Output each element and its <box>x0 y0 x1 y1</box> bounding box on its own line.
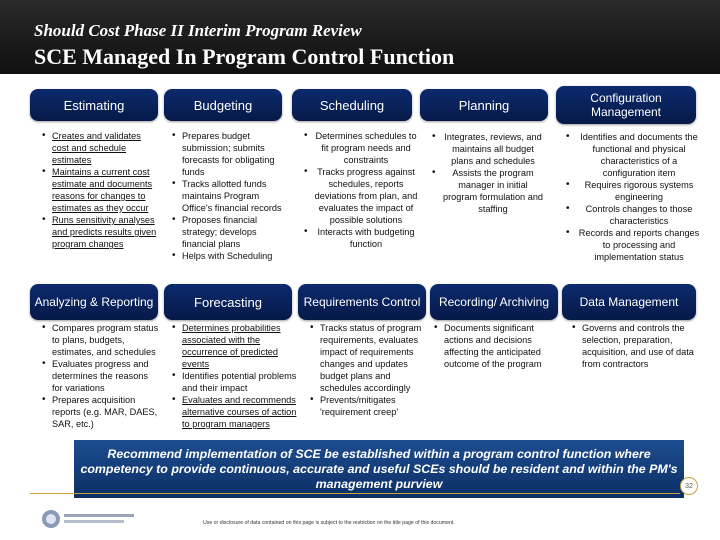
list-item: • Compares program status to plans, budgets, estimates, and schedules <box>52 322 160 358</box>
budgeting-header <box>164 89 282 121</box>
scheduling-list <box>304 130 418 250</box>
company-logo <box>40 508 140 530</box>
list-item: • Determines schedules to fit program needs and constraints <box>314 130 418 166</box>
title-bar <box>0 0 720 74</box>
planning-title: Planning <box>458 97 510 113</box>
estimating-header <box>30 89 158 121</box>
analyzing-reporting-title: Analyzing & Reporting <box>34 295 154 309</box>
list-item: • Evaluates and recommends alternative courses of action to program managers <box>182 394 298 430</box>
planning-header <box>420 89 548 121</box>
forecasting-title: Forecasting <box>194 294 262 310</box>
slide-subtitle: Should Cost Phase II Interim Program Review <box>34 21 362 40</box>
forecasting-header <box>164 284 292 320</box>
requirements-control-title: Requirements Control <box>303 295 421 309</box>
list-item: • Records and reports changes to processing and implementation status <box>576 227 702 263</box>
list-item: • Tracks allotted funds maintains Program Office's financial records <box>182 178 290 214</box>
data-management-header <box>562 284 696 320</box>
recommendation-text: Recommend implementation of SCE be established within a program control function where competency to provide continuous, accurate and useful SCEs should be resident and within the PM's management purview <box>80 446 678 491</box>
estimating-title: Estimating <box>63 97 125 113</box>
configuration-management-list <box>566 131 702 263</box>
recording-archiving-list <box>434 322 550 370</box>
list-item: • Tracks progress against schedules, reports deviations from plan, and evaluates the impact of possible solutions <box>314 166 418 226</box>
list-item: • Interacts with budgeting function <box>314 226 418 250</box>
disclaimer-text: Use or disclosure of data contained on this page is subject to the restriction on the title page of this document. <box>203 520 455 526</box>
list-item: • Controls changes to those characteristics <box>576 203 702 227</box>
list-item: • Creates and validates cost and schedule estimates <box>52 130 160 166</box>
list-item: • Prevents/mitigates 'requirement creep' <box>320 394 424 418</box>
estimating-list <box>42 130 160 250</box>
recording-archiving-header <box>430 284 558 320</box>
list-item: • Governs and controls the selection, preparation, acquisition, and use of data from contractors <box>582 322 698 370</box>
list-item: • Identifies and documents the functional and physical characteristics of a configuration item <box>576 131 702 179</box>
list-item: • Maintains a current cost estimate and documents reasons for changes to estimates as they occur <box>52 166 160 214</box>
list-item: • Prepares acquisition reports (e.g. MAR, DAES, SAR, etc.) <box>52 394 160 430</box>
list-item: • Assists the program manager in initial program formulation and staffing <box>442 167 544 215</box>
list-item: • Runs sensitivity analyses and predicts results given program changes <box>52 214 160 250</box>
scheduling-header <box>292 89 412 121</box>
list-item: • Helps with Scheduling <box>182 250 290 262</box>
list-item: • Prepares budget submission; submits forecasts for obligating funds <box>182 130 290 178</box>
list-item: • Documents significant actions and decisions affecting the anticipated outcome of the program <box>444 322 550 370</box>
budgeting-title: Budgeting <box>193 97 253 113</box>
list-item: • Determines probabilities associated with the occurrence of predicted events <box>182 322 298 370</box>
list-item: • Identifies potential problems and their impact <box>182 370 298 394</box>
analyzing-reporting-list <box>42 322 160 430</box>
requirements-control-header <box>298 284 426 320</box>
recommendation-banner <box>74 440 684 498</box>
list-item: • Tracks status of program requirements, evaluates impact of requirements changes and updates budget plans and schedules accordingly <box>320 322 424 394</box>
analyzing-reporting-header <box>30 284 158 320</box>
requirements-control-list <box>310 322 424 418</box>
forecasting-list <box>172 322 298 430</box>
page-number: 32 <box>680 477 698 495</box>
footer-divider <box>30 493 680 494</box>
scheduling-title: Scheduling <box>319 97 385 113</box>
slide-title: SCE Managed In Program Control Function <box>34 44 455 69</box>
list-item: • Evaluates progress and determines the reasons for variations <box>52 358 160 394</box>
list-item: • Proposes financial strategy; develops financial plans <box>182 214 290 250</box>
data-management-title: Data Management <box>579 295 679 309</box>
configuration-management-title: Configuration Management <box>590 91 662 119</box>
budgeting-list <box>172 130 290 262</box>
list-item: • Requires rigorous systems engineering <box>576 179 702 203</box>
planning-list <box>432 131 544 215</box>
configuration-management-header <box>556 86 696 124</box>
data-management-list <box>572 322 698 370</box>
list-item: • Integrates, reviews, and maintains all budget plans and schedules <box>442 131 544 167</box>
recording-archiving-title: Recording/ Archiving <box>438 295 550 309</box>
